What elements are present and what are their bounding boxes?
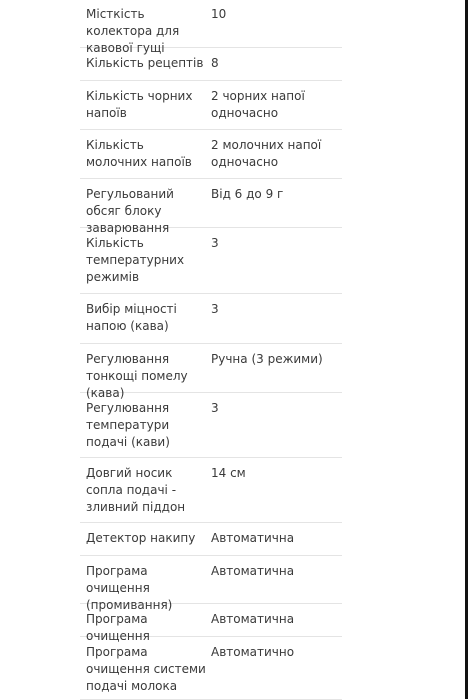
spec-row-rinse-program <box>80 556 342 612</box>
spec-row-milk-system-cleaning <box>80 637 342 700</box>
spec-label: Програма очищення <box>86 612 150 643</box>
spec-label: Кількість рецептів <box>86 56 204 70</box>
spec-value: 2 молочних напої одночасно <box>211 138 322 169</box>
spec-label: Регулювання температури подачі (кави) <box>86 401 170 449</box>
spec-value: 8 <box>211 56 219 70</box>
spec-label: Детектор накипу <box>86 531 196 545</box>
spec-value: Автоматична <box>211 564 295 578</box>
spec-value: Автоматична <box>211 612 295 626</box>
spec-label: Програма очищення системи подачі молока <box>86 645 206 693</box>
spec-label: Програма очищення (промивання) <box>86 564 173 612</box>
spec-row-scale-detector <box>80 523 342 556</box>
spec-value: 3 <box>211 401 219 415</box>
spec-row-brew-unit-volume <box>80 179 342 235</box>
specifications-table <box>80 0 342 700</box>
spec-label: Регульований обсяг блоку заварювання <box>86 187 174 235</box>
spec-label: Регулювання тонкощі помелу (кава) <box>86 352 188 400</box>
spec-label: Кількість молочних напоїв <box>86 138 192 169</box>
spec-label: Кількість температурних режимів <box>86 236 185 284</box>
spec-row-cleaning-program <box>80 604 342 643</box>
spec-value: Автоматична <box>211 531 295 545</box>
spec-row-milk-drinks <box>80 130 342 179</box>
spec-row-grounds-container <box>80 0 342 55</box>
spec-value: Від 6 до 9 г <box>211 187 284 201</box>
spec-row-recipes <box>80 48 342 81</box>
spec-row-temperature-modes <box>80 228 342 294</box>
spec-row-strength-selection <box>80 294 342 344</box>
spec-label: Вибір міцності напою (кава) <box>86 302 177 333</box>
spec-value: 14 см <box>211 466 246 480</box>
spec-label: Кількість чорних напоїв <box>86 89 193 120</box>
spec-row-black-drinks <box>80 81 342 130</box>
spec-row-grind-adjustment <box>80 344 342 400</box>
spec-label: Місткість колектора для кавової гущі <box>86 7 180 55</box>
spec-value: 10 <box>211 7 227 21</box>
spec-row-serving-temperature <box>80 393 342 458</box>
spec-row-long-spout <box>80 458 342 523</box>
spec-value: Автоматично <box>211 645 295 659</box>
spec-value: 3 <box>211 236 219 250</box>
spec-value: 3 <box>211 302 219 316</box>
spec-value: 2 чорних напої одночасно <box>211 89 305 120</box>
spec-value: Ручна (3 режими) <box>211 352 323 366</box>
spec-label: Довгий носик сопла подачі - зливний піддон <box>86 466 186 514</box>
